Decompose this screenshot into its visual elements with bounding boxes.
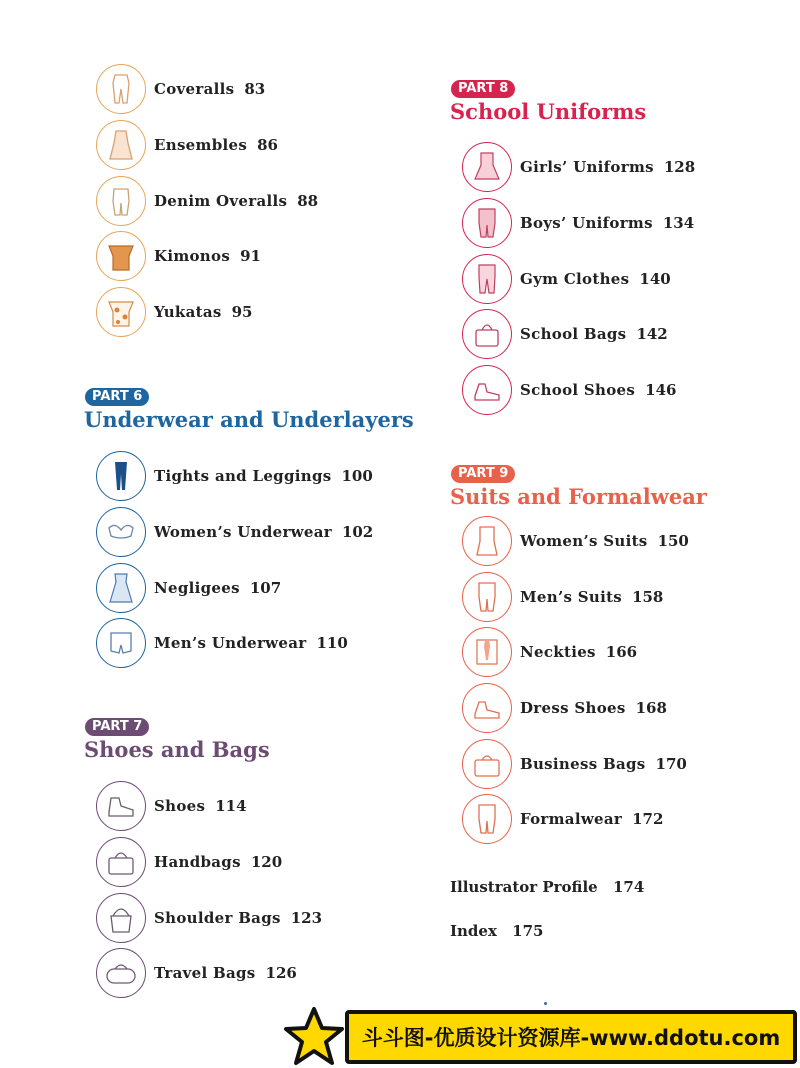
entry-label: Tights and Leggings	[154, 467, 332, 485]
entry-label: Men’s Underwear	[154, 634, 307, 652]
entry-label: Formalwear	[520, 810, 623, 828]
toc-entry-mens-suits[interactable]	[462, 570, 663, 624]
entry-page-number: 114	[215, 797, 247, 815]
entry-label: Denim Overalls	[154, 192, 288, 210]
necktie-icon	[462, 627, 512, 677]
part-9-title: Suits and Formalwear	[450, 484, 707, 509]
toc-entry-formalwear[interactable]	[462, 792, 663, 846]
toc-entry-gym-clothes[interactable]	[462, 252, 671, 306]
entry-page-number: 134	[662, 214, 695, 232]
entry-page-number: 146	[645, 381, 677, 399]
toc-entry-handbags[interactable]	[96, 835, 282, 889]
toc-entry-school-bags[interactable]	[462, 307, 668, 361]
part-9-badge: PART 9	[451, 465, 515, 483]
mens-suit-icon	[462, 572, 512, 622]
entry-label: Negligees	[154, 579, 240, 597]
toc-entry-tights-and-leggings[interactable]	[96, 449, 373, 503]
entry-page-number: 142	[636, 325, 668, 343]
entry-label: Shoes	[154, 797, 206, 815]
watermark-banner	[345, 1010, 797, 1064]
entry-page-number: 170	[655, 755, 687, 773]
toc-entry-mens-underwear[interactable]	[96, 616, 348, 670]
shoes-icon	[96, 781, 146, 831]
toc-entry-yukatas[interactable]	[96, 285, 253, 339]
ensemble-icon	[96, 120, 146, 170]
entry-page-number: 128	[663, 158, 696, 176]
toc-entry-coveralls[interactable]	[96, 62, 265, 116]
overalls-icon	[96, 176, 146, 226]
entry-page-number: 123	[290, 909, 323, 927]
entry-label: Yukatas	[154, 303, 222, 321]
entry-page-number: 107	[249, 579, 282, 597]
toc-entry-travel-bags[interactable]	[96, 946, 297, 1000]
entry-page-number: 91	[240, 247, 261, 265]
handbag-icon	[96, 837, 146, 887]
entry-label: Girls’ Uniforms	[520, 158, 654, 176]
banner-text: 斗斗图-优质设计资源库-www.ddotu.com	[361, 1026, 781, 1050]
star-icon	[283, 1006, 345, 1068]
toc-entry-dress-shoes[interactable]	[462, 681, 667, 735]
entry-label: Handbags	[154, 853, 241, 871]
part-8-title: School Uniforms	[450, 99, 647, 124]
dress-shoe-icon	[462, 683, 512, 733]
entry-page-number: 126	[265, 964, 297, 982]
entry-page-number: 150	[657, 532, 689, 550]
entry-label: Dress Shoes	[520, 699, 626, 717]
yukata-icon	[96, 287, 146, 337]
entry-page-number: 175	[512, 922, 544, 940]
toc-entry-neckties[interactable]	[462, 625, 637, 679]
toc-entry-business-bags[interactable]	[462, 737, 687, 791]
entry-page-number: 110	[316, 634, 348, 652]
entry-label: Shoulder Bags	[154, 909, 281, 927]
toc-entry-shoulder-bags[interactable]	[96, 891, 322, 945]
entry-label: Business Bags	[520, 755, 646, 773]
toc-entry-denim-overalls[interactable]	[96, 174, 318, 228]
entry-label: Index	[450, 922, 497, 940]
business-bag-icon	[462, 739, 512, 789]
kimono-icon	[96, 231, 146, 281]
briefs-icon	[96, 618, 146, 668]
toc-entry-girls-uniforms[interactable]	[462, 140, 695, 194]
shoulder-bag-icon	[96, 893, 146, 943]
entry-page-number: 168	[635, 699, 667, 717]
part-6-badge: PART 6	[85, 388, 149, 406]
entry-label: Neckties	[520, 643, 596, 661]
tuxedo-icon	[462, 794, 512, 844]
toc-entry-boys-uniforms[interactable]	[462, 196, 694, 250]
toc-entry-shoes[interactable]	[96, 779, 247, 833]
school-bag-icon	[462, 309, 512, 359]
entry-label: Ensembles	[154, 136, 248, 154]
toc-entry-illustrator-profile[interactable]	[450, 878, 644, 896]
entry-label: Illustrator Profile	[450, 878, 598, 896]
womens-suit-icon	[462, 516, 512, 566]
entry-label: Travel Bags	[154, 964, 256, 982]
entry-label: Boys’ Uniforms	[520, 214, 653, 232]
travel-bag-icon	[96, 948, 146, 998]
gym-clothes-icon	[462, 254, 512, 304]
entry-label: School Shoes	[520, 381, 636, 399]
girls-uniform-icon	[462, 142, 512, 192]
entry-page-number: 172	[632, 810, 664, 828]
coverall-icon	[96, 64, 146, 114]
entry-page-number: 88	[297, 192, 319, 210]
entry-page-number: 86	[257, 136, 278, 154]
toc-entry-ensembles[interactable]	[96, 118, 278, 172]
toc-entry-womens-underwear[interactable]	[96, 505, 373, 559]
entry-label: Women’s Suits	[520, 532, 648, 550]
school-shoes-icon	[462, 365, 512, 415]
entry-label: Men’s Suits	[520, 588, 623, 606]
entry-label: Gym Clothes	[520, 270, 630, 288]
part-7-badge: PART 7	[85, 718, 149, 736]
entry-page-number: 140	[639, 270, 671, 288]
entry-page-number: 120	[250, 853, 283, 871]
boys-uniform-icon	[462, 198, 512, 248]
tights-icon	[96, 451, 146, 501]
decorative-dot	[544, 1002, 547, 1005]
toc-entry-kimonos[interactable]	[96, 229, 261, 283]
entry-page-number: 100	[341, 467, 373, 485]
part-7-title: Shoes and Bags	[84, 737, 270, 762]
entry-label: Kimonos	[154, 247, 231, 265]
bra-icon	[96, 507, 146, 557]
entry-label: School Bags	[520, 325, 627, 343]
part-6-title: Underwear and Underlayers	[84, 407, 414, 432]
entry-label: Women’s Underwear	[154, 523, 332, 541]
entry-page-number: 174	[612, 878, 645, 896]
toc-entry-index[interactable]	[450, 922, 543, 940]
entry-page-number: 158	[632, 588, 664, 606]
entry-page-number: 166	[605, 643, 638, 661]
entry-page-number: 95	[231, 303, 253, 321]
toc-entry-school-shoes[interactable]	[462, 363, 676, 417]
entry-label: Coveralls	[154, 80, 235, 98]
toc-entry-negligees[interactable]	[96, 561, 281, 615]
toc-entry-womens-suits[interactable]	[462, 514, 689, 568]
negligee-icon	[96, 563, 146, 613]
entry-page-number: 102	[341, 523, 374, 541]
part-8-badge: PART 8	[451, 80, 515, 98]
entry-page-number: 83	[244, 80, 266, 98]
